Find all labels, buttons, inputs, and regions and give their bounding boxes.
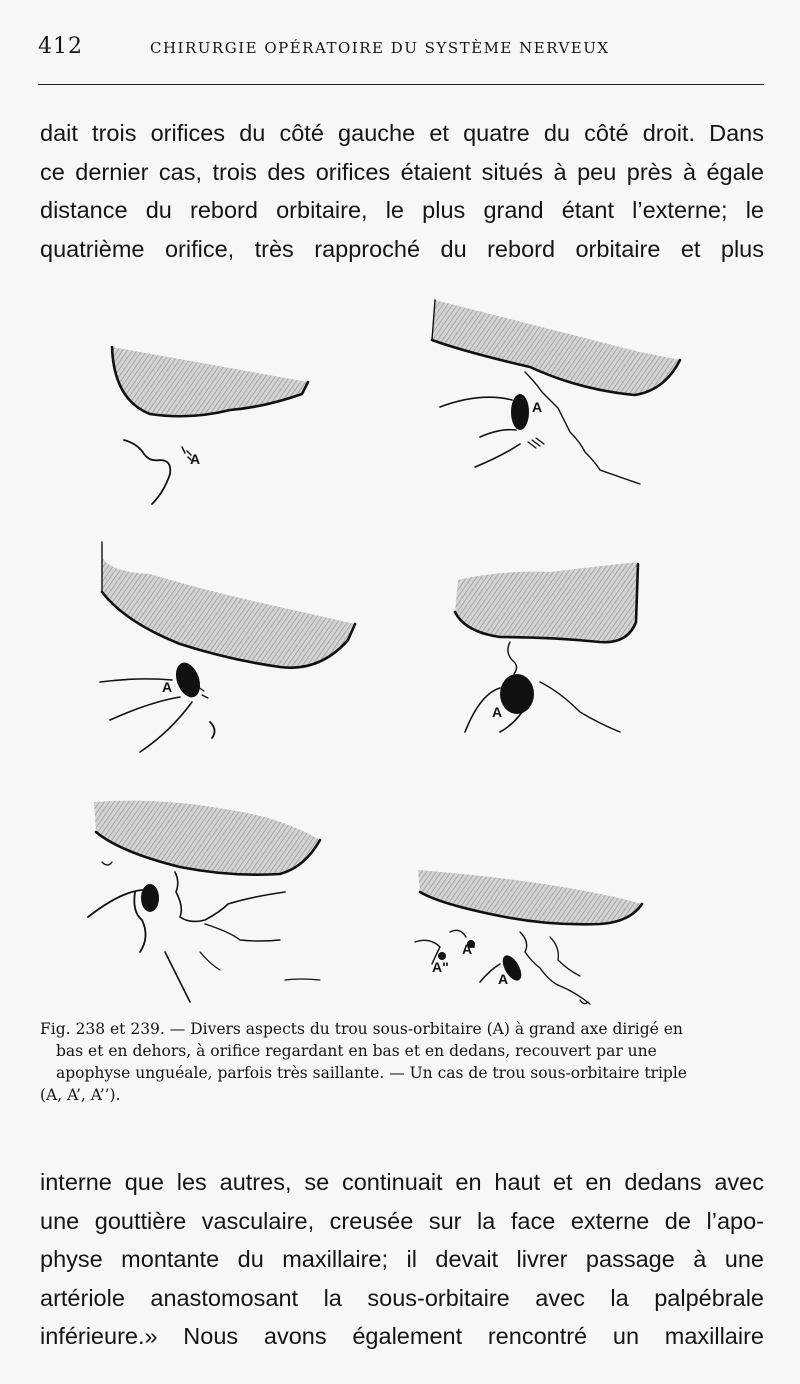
panel-1-drawing — [112, 347, 308, 504]
caption-line: apophyse unguéale, parfois très saillante. — Un cas de trou sous-orbitaire triple — [56, 1064, 687, 1082]
running-head: CHIRURGIE OPÉRATOIRE DU SYSTÈME NERVEUX — [150, 39, 610, 57]
label-a-panel-3: A — [162, 679, 173, 695]
page-number: 412 — [38, 34, 83, 59]
panel-6-drawing — [415, 870, 642, 1004]
caption-line: (A, A’, A’’). — [40, 1086, 121, 1104]
paragraph-top — [40, 114, 764, 268]
text-line: physe montante du maxillaire; il devait livrer passage à une — [40, 1246, 764, 1272]
label-a-panel-2: A — [532, 399, 543, 415]
panel-3-drawing — [100, 542, 355, 752]
label-a-second: A" — [432, 959, 449, 975]
text-line: inférieure.» Nous avons également rencontré un maxillaire — [40, 1323, 764, 1349]
panel-4-drawing — [455, 562, 638, 732]
panel-5-drawing — [88, 801, 320, 1002]
label-a-panel-6: A — [498, 971, 509, 987]
text-line: artériole anastomosant la sous-orbitaire avec la palpébrale — [40, 1284, 764, 1311]
text-line: une gouttière vasculaire, creusée sur la face externe de l’apo- — [40, 1207, 764, 1234]
panel-2-drawing — [432, 300, 680, 484]
paragraph-bottom — [40, 1163, 764, 1356]
text-line: interne que les autres, se continuait en haut et en dedans avec — [40, 1169, 764, 1195]
label-a-panel-4: A — [492, 704, 503, 720]
page-header — [38, 34, 768, 68]
label-a-prime: A' — [462, 941, 476, 957]
text-line: quatrième orifice, très rapproché du rebord orbitaire et plus — [40, 235, 764, 262]
header-rule — [38, 84, 764, 85]
text-line: dait trois orifices du côté gauche et quatre du côté droit. Dans — [40, 120, 764, 146]
text-line: ce dernier cas, trois des orifices étaient situés à peu près à égale — [40, 158, 764, 185]
caption-line: bas et en dehors, à orifice regardant en bas et en dedans, recouvert par une — [56, 1042, 657, 1060]
figure-caption — [40, 1018, 762, 1106]
label-a-panel-1: A — [190, 451, 201, 467]
text-line: distance du rebord orbitaire, le plus grand étant l’externe; le — [40, 197, 764, 223]
caption-line: Fig. 238 et 239. — Divers aspects du trou sous-orbitaire (A) à grand axe dirigé en — [40, 1020, 683, 1038]
anatomical-figure — [80, 292, 700, 1012]
